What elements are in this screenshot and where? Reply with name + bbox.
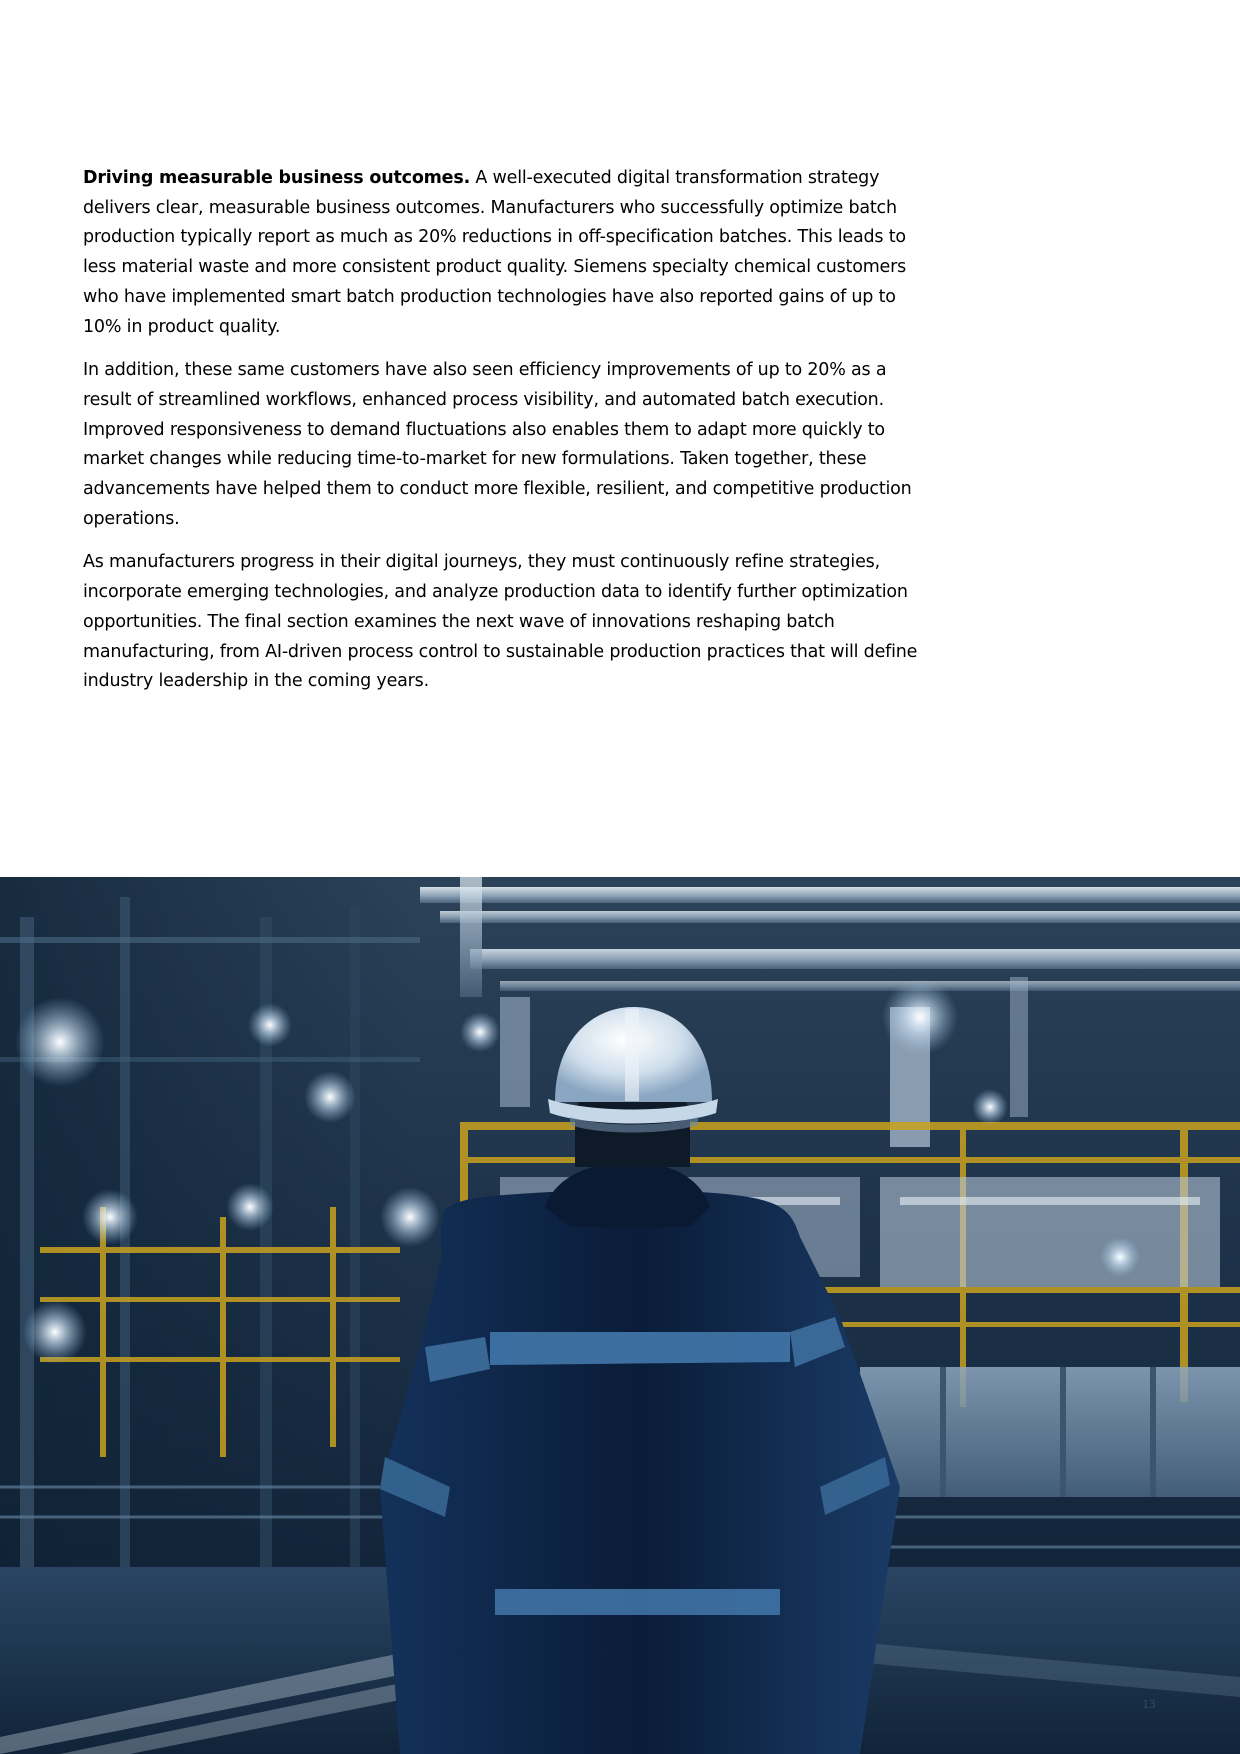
paragraph-next-steps-body: As manufacturers progress in their digital journeys, they must continuously refine strategies, incorporate emerging technologies, and analyze production data to identify further optimization opportunities. The final section examines the next wave of innovations reshaping batch manufacturing, from AI-driven process control to sustainable production practices that will define industry leadership in the coming years. <box>83 552 918 692</box>
paragraph-next-steps <box>83 548 923 697</box>
paragraph-outcomes <box>83 164 923 342</box>
paragraph-efficiency-body: In addition, these same customers have also seen efficiency improvements of up to 20% as a result of streamlined workflows, enhanced process visibility, and automated batch execution. Improved responsiveness to demand fluctuations also enables them to adapt more quickly to market changes while reducing time-to-market for new formulations. Taken together, these advancements have helped them to conduct more flexible, resilient, and competitive production operations. <box>83 360 912 529</box>
page-number: 13 <box>1142 1698 1156 1711</box>
paragraph-outcomes-body: A well-executed digital transformation strategy delivers clear, measurable business outcomes. Manufacturers who successfully optimize batch production typically report as much as 20% reductions in off-specification batches. This leads to less material waste and more consistent product quality. Siemens specialty chemical customers who have implemented smart batch production technologies have also reported gains of up to 10% in product quality. <box>83 168 907 337</box>
paragraph-lead-heading: Driving measurable business outcomes. <box>83 168 471 188</box>
paragraph-efficiency <box>83 356 923 534</box>
body-text <box>83 164 923 711</box>
industrial-worker-photo <box>0 877 1240 1754</box>
